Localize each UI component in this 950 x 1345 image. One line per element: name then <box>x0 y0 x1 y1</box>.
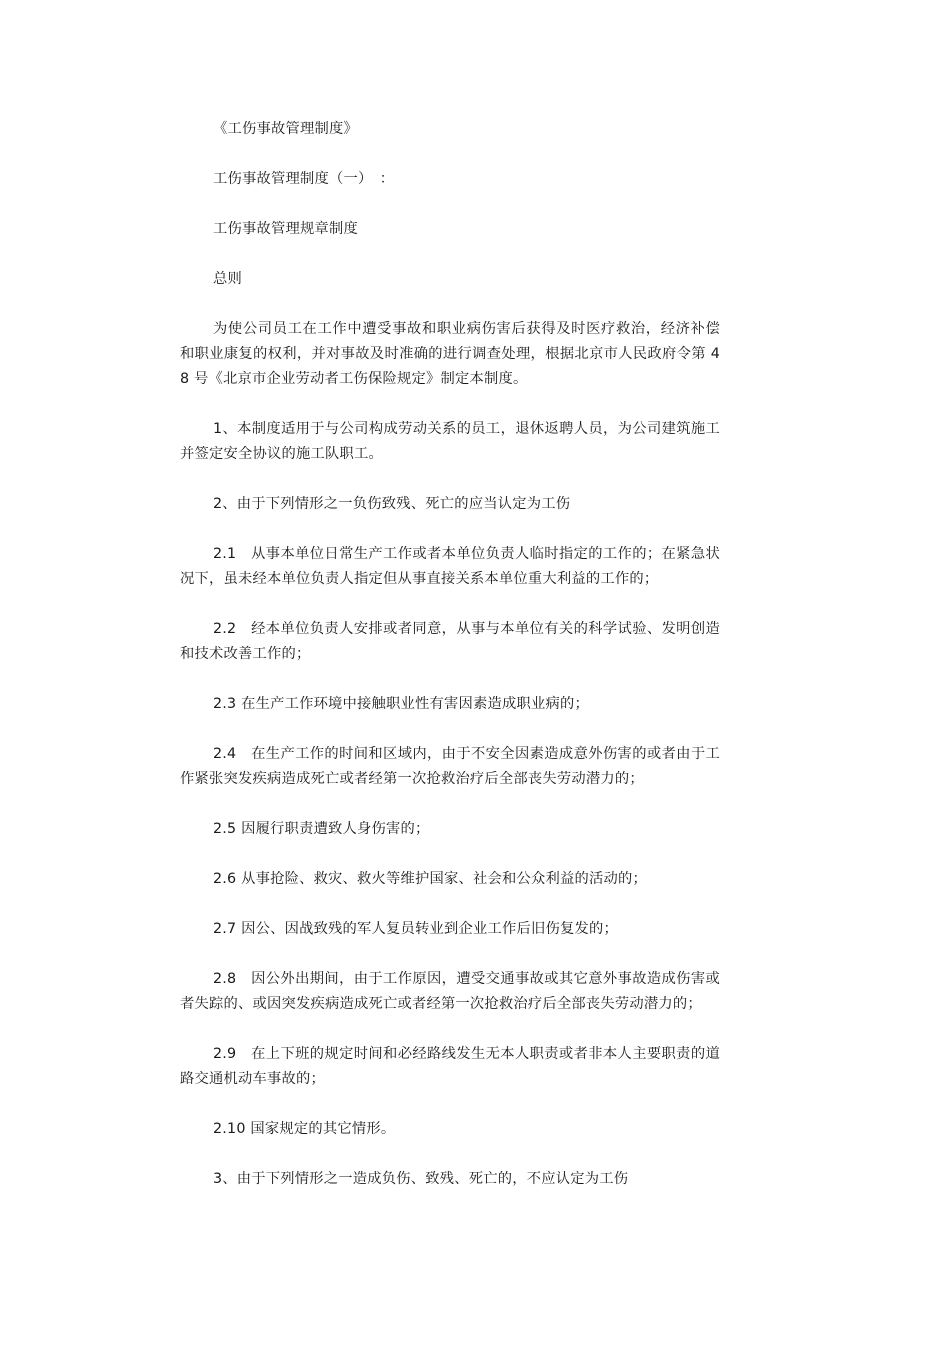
paragraph-clause-2-5: 2.5 因履行职责遭致人身伤害的； <box>213 821 430 837</box>
paragraph-clause-2-1: 2.1 从事本单位日常生产工作或者本单位负责人临时指定的工作的；在紧急状况下，虽未经本单位负责人指定但从事直接关系本单位重大利益的工作的； <box>180 546 720 587</box>
paragraph-clause-2-7: 2.7 因公、因战致残的军人复员转业到企业工作后旧伤复发的； <box>213 921 618 937</box>
general-provisions-heading: 总则 <box>213 271 242 287</box>
paragraph-clause-2-9: 2.9 在上下班的规定时间和必经路线发生无本人职责或者非本人主要职责的道路交通机动车事故的； <box>180 1046 720 1087</box>
paragraph-clause-1: 1、本制度适用于与公司构成劳动关系的员工，退休返聘人员，为公司建筑施工并签定安全协议的施工队职工。 <box>180 421 720 462</box>
paragraph-clause-2-6: 2.6 从事抢险、救灾、救火等维护国家、社会和公众利益的活动的； <box>213 871 647 887</box>
document-body <box>180 117 720 1217</box>
paragraph-clause-2: 2、由于下列情形之一负伤致残、死亡的应当认定为工伤 <box>213 496 571 512</box>
paragraph-clause-3: 3、由于下列情形之一造成负伤、致残、死亡的，不应认定为工伤 <box>213 1171 629 1187</box>
document-title: 《工伤事故管理制度》 <box>213 121 358 137</box>
section-heading: 工伤事故管理制度（一） ： <box>213 171 395 187</box>
paragraph-purpose: 为使公司员工在工作中遭受事故和职业病伤害后获得及时医疗救治，经济补偿和职业康复的权利，并对事故及时准确的进行调查处理，根据北京市人民政府令第 48 号《北京市企业劳动者工伤保险规定》制定本制度。 <box>180 321 720 387</box>
paragraph-clause-2-3: 2.3 在生产工作环境中接触职业性有害因素造成职业病的； <box>213 696 590 712</box>
paragraph-clause-2-2: 2.2 经本单位负责人安排或者同意，从事与本单位有关的科学试验、发明创造和技术改善工作的； <box>180 621 720 662</box>
paragraph-clause-2-4: 2.4 在生产工作的时间和区域内，由于不安全因素造成意外伤害的或者由于工作紧张突发疾病造成死亡或者经第一次抢救治疗后全部丧失劳动潜力的； <box>180 746 720 787</box>
paragraph-clause-2-10: 2.10 国家规定的其它情形。 <box>213 1121 396 1137</box>
paragraph-clause-2-8: 2.8 因公外出期间，由于工作原因，遭受交通事故或其它意外事故造成伤害或者失踪的、或因突发疾病造成死亡或者经第一次抢救治疗后全部丧失劳动潜力的； <box>180 971 720 1012</box>
section-subheading: 工伤事故管理规章制度 <box>213 221 358 237</box>
